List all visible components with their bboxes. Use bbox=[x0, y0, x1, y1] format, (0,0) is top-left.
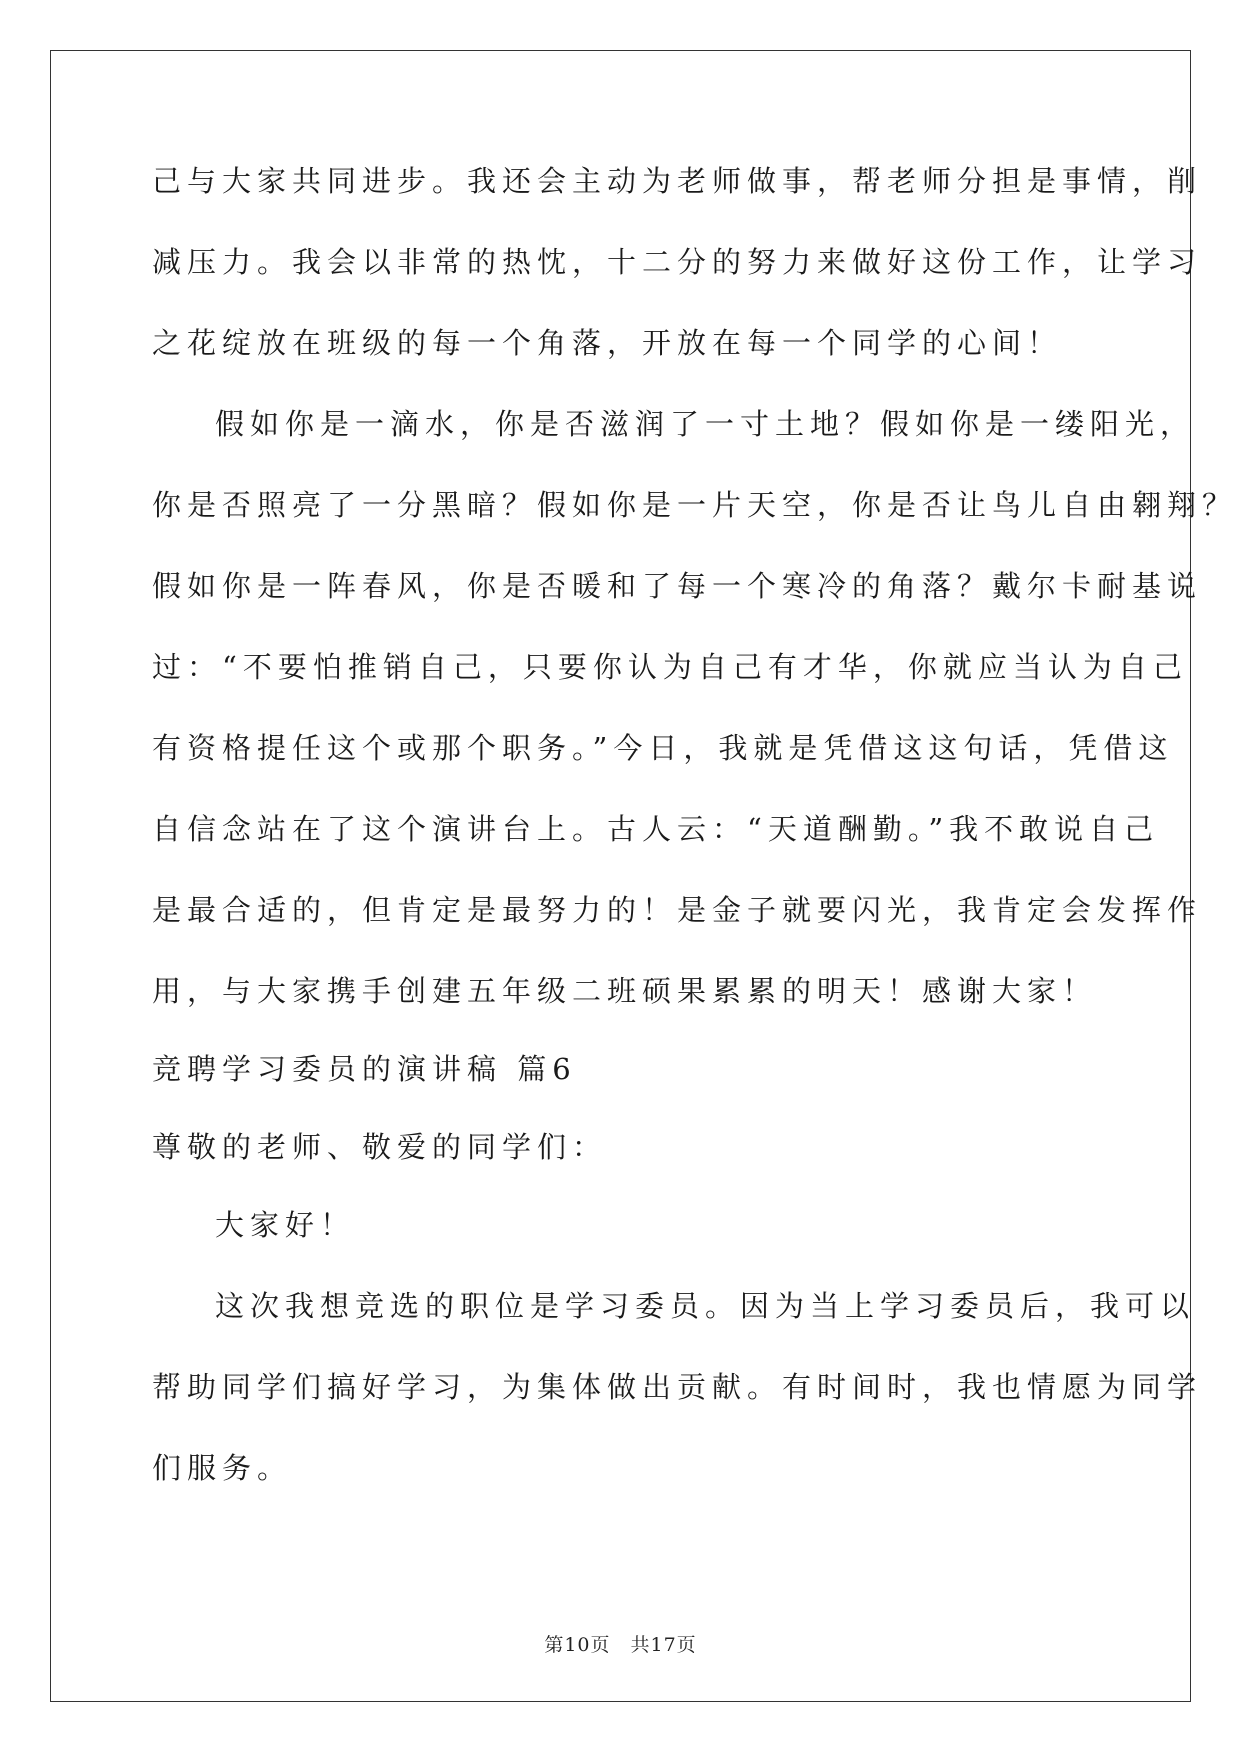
paragraph-line: 有资格提任这个或那个职务。”今日，我就是凭借这这句话，凭借这 bbox=[152, 731, 1174, 765]
paragraph-line: 之花绽放在班级的每一个角落，开放在每一个同学的心间！ bbox=[152, 326, 1063, 360]
document-body bbox=[152, 164, 1238, 1533]
paragraph-line: 用，与大家携手创建五年级二班硕果累累的明天！感谢大家！ bbox=[152, 974, 1098, 1008]
paragraph-line: 假如你是一阵春风，你是否暖和了每一个寒冷的角落？戴尔卡耐基说 bbox=[152, 569, 1203, 603]
paragraph-line: 自信念站在了这个演讲台上。古人云：“天道酬勤。”我不敢说自己 bbox=[152, 812, 1160, 846]
page-footer bbox=[0, 1630, 1241, 1657]
paragraph-line: 己与大家共同进步。我还会主动为老师做事，帮老师分担是事情，削 bbox=[152, 164, 1203, 198]
paragraph-line: 们服务。 bbox=[152, 1451, 293, 1485]
page-number-label: 第10页 共17页 bbox=[544, 1634, 697, 1656]
salutation: 尊敬的老师、敬爱的同学们： bbox=[152, 1130, 608, 1164]
section-title: 竞聘学习委员的演讲稿 篇6 bbox=[152, 1052, 577, 1086]
paragraph-line: 过：“不要怕推销自己，只要你认为自己有才华，你就应当认为自己 bbox=[152, 650, 1188, 684]
paragraph-line: 帮助同学们搞好学习，为集体做出贡献。有时间时，我也情愿为同学 bbox=[152, 1370, 1203, 1404]
paragraph-line: 这次我想竞选的职位是学习委员。因为当上学习委员后，我可以 bbox=[215, 1289, 1196, 1323]
paragraph-line: 你是否照亮了一分黑暗？假如你是一片天空，你是否让鸟儿自由翱翔？ bbox=[152, 488, 1238, 522]
paragraph-line: 减压力。我会以非常的热忱，十二分的努力来做好这份工作，让学习 bbox=[152, 245, 1203, 279]
paragraph-line: 是最合适的，但肯定是最努力的！是金子就要闪光，我肯定会发挥作 bbox=[152, 893, 1203, 927]
greeting: 大家好！ bbox=[215, 1208, 356, 1242]
paragraph-line: 假如你是一滴水，你是否滋润了一寸土地？假如你是一缕阳光， bbox=[215, 407, 1196, 441]
